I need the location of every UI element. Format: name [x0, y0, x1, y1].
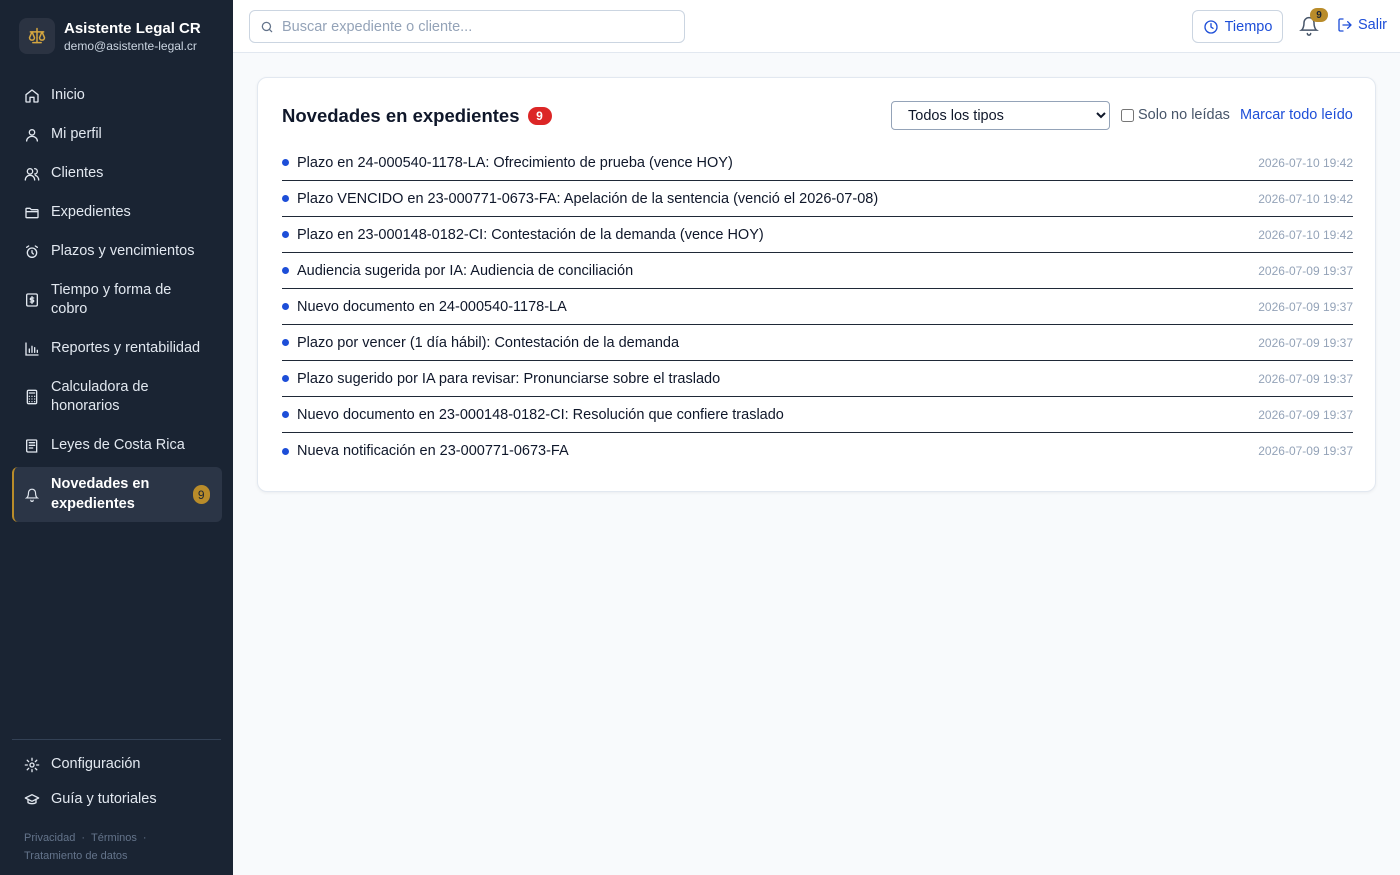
users-icon — [24, 166, 40, 182]
footer-separator: · — [142, 832, 147, 844]
scales-logo-icon — [19, 18, 55, 54]
search-icon — [260, 20, 274, 34]
clock-icon — [1203, 19, 1219, 35]
item-text: Plazo en 24-000540-1178-LA: Ofrecimiento de prueba (vence HOY) — [297, 154, 733, 171]
item-timestamp: 2026-07-09 19:37 — [1258, 263, 1353, 278]
item-text: Audiencia sugerida por IA: Audiencia de conciliación — [297, 262, 634, 279]
sidebar-item-label: Mi perfil — [51, 125, 102, 142]
novedades-list — [282, 145, 1353, 469]
novedades-count-badge: 9 — [528, 107, 552, 125]
unread-only-label: Solo no leídas — [1138, 107, 1230, 123]
terms-link[interactable]: Términos — [91, 832, 137, 844]
list-item[interactable] — [282, 217, 1353, 253]
unread-dot — [282, 339, 289, 346]
sidebar-item-guia[interactable] — [12, 782, 222, 817]
novedades-count-badge: 9 — [193, 485, 210, 504]
unread-only-toggle[interactable] — [1121, 107, 1230, 123]
sidebar-item-inicio[interactable] — [12, 76, 222, 115]
unread-dot — [282, 411, 289, 418]
list-item[interactable] — [282, 253, 1353, 289]
item-timestamp: 2026-07-10 19:42 — [1258, 155, 1353, 170]
sidebar-item-configuracion[interactable] — [12, 747, 222, 782]
brand[interactable] — [19, 18, 201, 54]
sidebar-item-label: Configuración — [51, 755, 141, 772]
sidebar-item-clientes[interactable] — [12, 154, 222, 193]
search-input[interactable] — [282, 19, 672, 35]
page-title — [282, 105, 552, 127]
sidebar-item-label: Calculadora de honorarios — [51, 378, 149, 414]
item-text: Nueva notificación en 23-000771-0673-FA — [297, 443, 569, 459]
list-item[interactable] — [282, 181, 1353, 217]
sidebar-item-label: Tiempo y forma de cobro — [51, 281, 172, 317]
item-text: Nuevo documento en 23-000148-0182-CI: Resolución que confiere traslado — [297, 406, 784, 423]
sidebar-item-mi-perfil[interactable] — [12, 115, 222, 154]
bar-chart-icon — [24, 341, 40, 357]
item-timestamp: 2026-07-09 19:37 — [1258, 371, 1353, 386]
mark-all-read-link[interactable]: Marcar todo leído — [1240, 107, 1353, 123]
sidebar-bottom-nav — [12, 747, 222, 817]
top-header — [233, 0, 1400, 53]
item-text: Plazo VENCIDO en 23-000771-0673-FA: Apelación de la sentencia (venció el 2026-07-08) — [297, 190, 879, 207]
sidebar — [0, 0, 233, 875]
list-item[interactable] — [282, 325, 1353, 361]
item-text: Nuevo documento en 24-000540-1178-LA — [297, 298, 567, 315]
notifications-count-badge: 9 — [1310, 8, 1328, 22]
sidebar-item-label: Expedientes — [51, 203, 131, 220]
novedades-card — [257, 77, 1376, 492]
sidebar-item-label: Clientes — [51, 164, 104, 181]
tiempo-button-label: Tiempo — [1224, 18, 1273, 35]
unread-dot — [282, 231, 289, 238]
data-processing-link[interactable]: Tratamiento de datos — [24, 850, 128, 862]
unread-dot — [282, 159, 289, 166]
sidebar-item-calculadora[interactable] — [12, 368, 222, 426]
unread-dot — [282, 375, 289, 382]
item-timestamp: 2026-07-09 19:37 — [1258, 444, 1353, 458]
list-item[interactable] — [282, 433, 1353, 469]
home-icon — [24, 88, 40, 104]
item-timestamp: 2026-07-09 19:37 — [1258, 299, 1353, 314]
item-timestamp: 2026-07-09 19:37 — [1258, 407, 1353, 422]
bell-icon — [24, 487, 40, 503]
list-item[interactable] — [282, 397, 1353, 433]
item-text: Plazo sugerido por IA para revisar: Pronunciarse sobre el traslado — [297, 370, 721, 387]
alarm-clock-icon — [24, 244, 40, 260]
item-timestamp: 2026-07-10 19:42 — [1258, 227, 1353, 242]
sidebar-item-plazos[interactable] — [12, 232, 222, 271]
unread-dot — [282, 448, 289, 455]
sidebar-item-novedades[interactable] — [12, 467, 222, 522]
user-icon — [24, 127, 40, 143]
item-timestamp: 2026-07-09 19:37 — [1258, 335, 1353, 350]
list-item[interactable] — [282, 145, 1353, 181]
sidebar-item-expedientes[interactable] — [12, 193, 222, 232]
book-icon — [24, 438, 40, 454]
list-item[interactable] — [282, 361, 1353, 397]
sidebar-item-label: Leyes de Costa Rica — [51, 436, 185, 453]
sidebar-item-reportes[interactable] — [12, 329, 222, 368]
billing-icon — [24, 292, 40, 308]
calculator-icon — [24, 389, 40, 405]
logout-button[interactable] — [1337, 17, 1387, 33]
item-timestamp: 2026-07-10 19:42 — [1258, 191, 1353, 206]
sidebar-item-label: Reportes y rentabilidad — [51, 339, 201, 356]
footer-separator: · — [81, 832, 86, 844]
privacy-link[interactable]: Privacidad — [24, 832, 76, 844]
folder-icon — [24, 205, 40, 221]
user-email: demo@asistente-legal.cr — [64, 38, 197, 53]
unread-only-checkbox[interactable] — [1121, 109, 1134, 122]
logout-label: Salir — [1358, 17, 1388, 33]
unread-dot — [282, 267, 289, 274]
unread-dot — [282, 195, 289, 202]
gear-icon — [24, 757, 40, 773]
sidebar-item-leyes[interactable] — [12, 426, 222, 465]
type-filter-select[interactable] — [891, 101, 1110, 130]
sidebar-nav — [12, 76, 222, 522]
list-item[interactable] — [282, 289, 1353, 325]
sidebar-item-label: Inicio — [51, 86, 85, 103]
page-title-text: Novedades en expedientes — [282, 105, 520, 126]
tiempo-button[interactable] — [1192, 10, 1283, 43]
item-text: Plazo por vencer (1 día hábil): Contestación de la demanda — [297, 334, 680, 351]
unread-dot — [282, 303, 289, 310]
logout-icon — [1337, 17, 1353, 33]
app-title: Asistente Legal CR — [64, 19, 201, 37]
sidebar-footer-links — [24, 829, 214, 865]
sidebar-item-label: Novedades en expedientes — [51, 476, 150, 512]
sidebar-item-label: Plazos y vencimientos — [51, 242, 195, 259]
sidebar-divider — [12, 739, 221, 740]
item-text: Plazo en 23-000148-0182-CI: Contestación de la demanda (vence HOY) — [297, 226, 764, 243]
sidebar-item-tiempo-cobro[interactable] — [12, 271, 222, 329]
graduation-cap-icon — [24, 792, 40, 808]
search-box[interactable] — [249, 10, 685, 43]
sidebar-item-label: Guía y tutoriales — [51, 790, 157, 807]
